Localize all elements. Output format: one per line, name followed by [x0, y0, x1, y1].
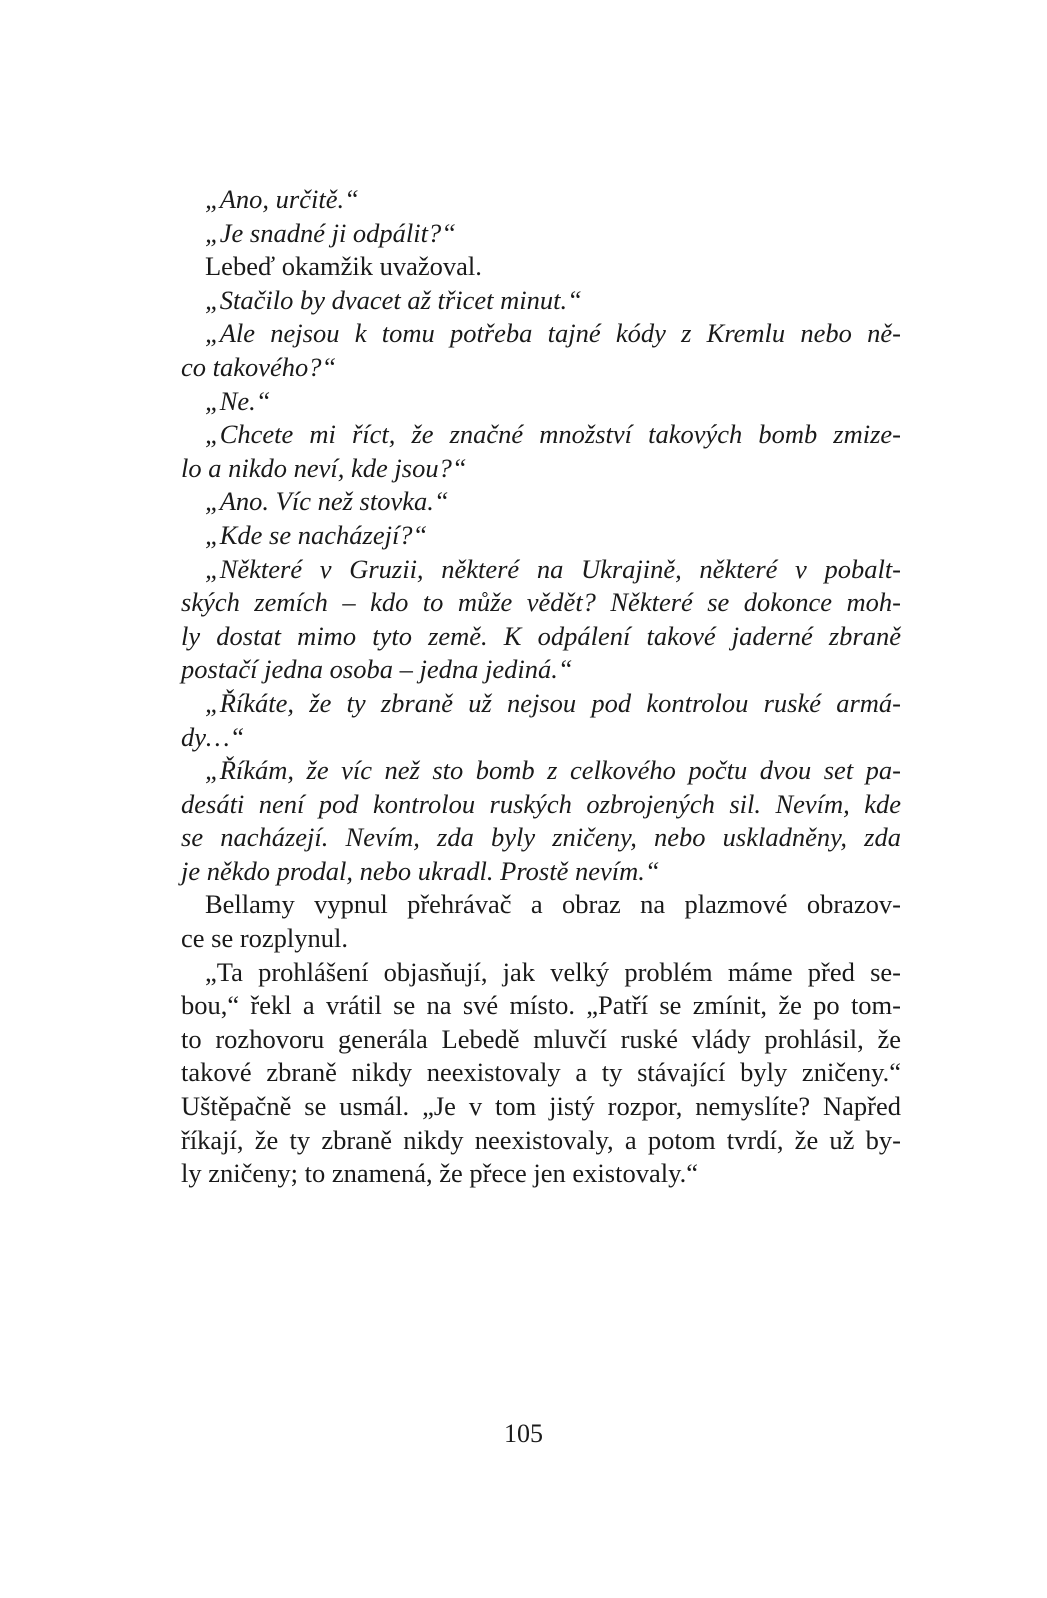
text-line: lo a nikdo neví, kde jsou?“	[181, 452, 467, 483]
text-line: „Ne.“	[205, 385, 271, 416]
text-line: „Kde se nacházejí?“	[205, 519, 428, 550]
text-line: „Říkáte, že ty zbraně už nejsou pod kontrolou ruské armá-	[205, 687, 901, 718]
text-line: „Některé v Gruzii, některé na Ukrajině, některé v pobalt-	[205, 553, 901, 584]
text-line: se nacházejí. Nevím, zda byly zničeny, nebo uskladněny, zda	[181, 822, 901, 853]
text-line: „Je snadné ji odpálit?“	[205, 217, 457, 248]
text-line: co takového?“	[181, 351, 337, 382]
text-line: takové zbraně nikdy neexistovaly a ty stávající byly zničeny.“	[181, 1057, 901, 1088]
text-line: „Ano, určitě.“	[205, 184, 359, 214]
text-line: ce se rozplynul.	[181, 923, 349, 954]
text-line: „Říkám, že víc než sto bomb z celkového počtu dvou set pa-	[205, 755, 901, 786]
text-line: ly zničeny; to znamená, že přece jen existovaly.“	[181, 1158, 698, 1189]
text-line: dy…“	[181, 721, 245, 752]
text-line: „Ta prohlášení objasňují, jak velký problém máme před se-	[205, 956, 901, 987]
text-line: desáti není pod kontrolou ruských ozbrojených sil. Nevím, kde	[181, 788, 901, 819]
text-line: ly dostat mimo tyto země. K odpálení takové jaderné zbraně	[181, 620, 901, 651]
page-body-text	[181, 183, 901, 1191]
text-line: to rozhovoru generála Lebedě mluvčí ruské vlády prohlásil, že	[181, 1023, 901, 1054]
text-line: je někdo prodal, nebo ukradl. Prostě nevím.“	[181, 855, 660, 886]
text-line: říkají, že ty zbraně nikdy neexistovaly, a potom tvrdí, že už by-	[181, 1124, 901, 1155]
text-line: „Ale nejsou k tomu potřeba tajné kódy z Kremlu nebo ně-	[205, 318, 901, 349]
text-line: ských zemích – kdo to může vědět? Některé se dokonce moh-	[181, 587, 901, 618]
text-line: „Stačilo by dvacet až třicet minut.“	[205, 284, 582, 315]
text-line: postačí jedna osoba – jedna jediná.“	[181, 654, 573, 685]
text-line: „Ano. Víc než stovka.“	[205, 486, 449, 517]
text-line: „Chcete mi říct, že značné množství takových bomb zmize-	[205, 419, 901, 450]
text-line: bou,“ řekl a vrátil se na své místo. „Patří se zmínit, že po tom-	[181, 990, 901, 1021]
page-number: 105	[504, 1419, 543, 1448]
text-line: Lebeď okamžik uvažoval.	[205, 251, 482, 282]
text-line: Bellamy vypnul přehrávač a obraz na plazmové obrazov-	[205, 889, 901, 920]
text-line: Uštěpačně se usmál. „Je v tom jistý rozpor, nemyslíte? Napřed	[181, 1091, 901, 1122]
